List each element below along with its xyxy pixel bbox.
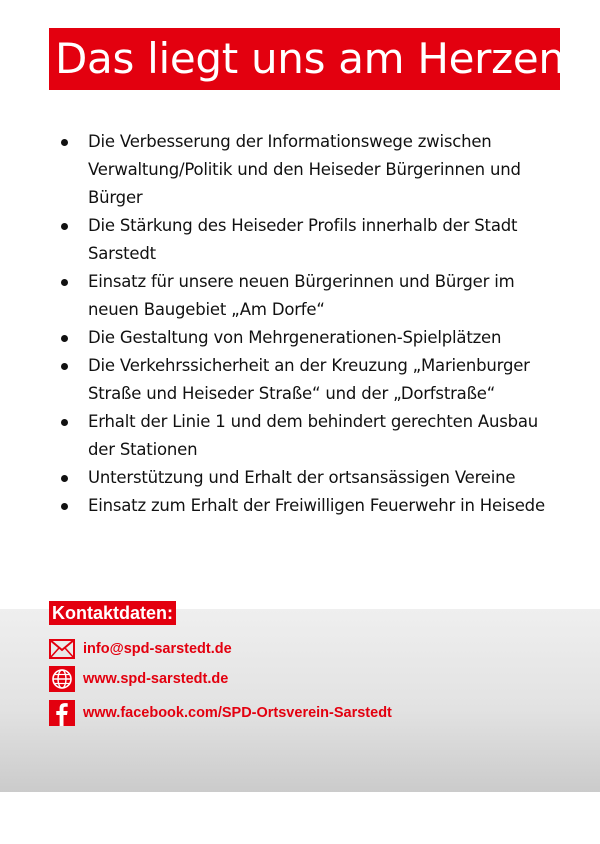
list-item bbox=[58, 324, 558, 352]
list-item bbox=[58, 464, 558, 492]
list-item-text: Einsatz zum Erhalt der Freiwilligen Feuerwehr in Heisede bbox=[88, 496, 545, 515]
facebook-icon bbox=[49, 701, 75, 725]
contact-email-link[interactable]: info@spd-sarstedt.de bbox=[83, 641, 232, 657]
priority-list bbox=[58, 128, 558, 520]
list-item-text: Unterstützung und Erhalt der ortsansässigen Vereine bbox=[88, 468, 516, 487]
contact-title: Kontaktdaten: bbox=[49, 601, 176, 625]
list-item-text: Einsatz für unsere neuen Bürgerinnen und Bürger im neuen Baugebiet „Am Dorfe“ bbox=[88, 272, 515, 319]
bullet-icon bbox=[61, 279, 68, 286]
bullet-icon bbox=[61, 363, 68, 370]
contact-facebook-link[interactable]: www.facebook.com/SPD-Ortsverein-Sarstedt bbox=[83, 705, 392, 721]
bullet-icon bbox=[61, 475, 68, 482]
heading-banner bbox=[49, 28, 579, 90]
list-item-text: Die Verbesserung der Informationswege zwischen Verwaltung/Politik und den Heiseder Bürgerinnen und Bürger bbox=[88, 132, 521, 207]
contact-email-row bbox=[49, 637, 232, 661]
contact-website-link[interactable]: www.spd-sarstedt.de bbox=[83, 671, 229, 687]
globe-icon bbox=[49, 667, 75, 691]
list-item-text: Die Stärkung des Heiseder Profils innerhalb der Stadt Sarstedt bbox=[88, 216, 518, 263]
list-item bbox=[58, 492, 558, 520]
list-item bbox=[58, 128, 558, 212]
list-item bbox=[58, 268, 558, 324]
list-item bbox=[58, 352, 558, 408]
bullet-icon bbox=[61, 139, 68, 146]
bullet-icon bbox=[61, 503, 68, 510]
list-item bbox=[58, 212, 558, 268]
contact-website-row bbox=[49, 667, 228, 691]
bullet-icon bbox=[61, 223, 68, 230]
bullet-icon bbox=[61, 419, 68, 426]
list-item-text: Die Gestaltung von Mehrgenerationen-Spielplätzen bbox=[88, 328, 502, 347]
page-title: Das liegt uns am Herzen: bbox=[55, 34, 579, 83]
list-item bbox=[58, 408, 558, 464]
bullet-icon bbox=[61, 335, 68, 342]
list-item-text: Die Verkehrssicherheit an der Kreuzung „Marienburger Straße und Heiseder Straße“ und der „Dorfstraße“ bbox=[88, 356, 530, 403]
envelope-icon bbox=[49, 637, 75, 661]
contact-facebook-row bbox=[49, 701, 392, 725]
list-item-text: Erhalt der Linie 1 und dem behindert gerechten Ausbau der Stationen bbox=[88, 412, 539, 459]
